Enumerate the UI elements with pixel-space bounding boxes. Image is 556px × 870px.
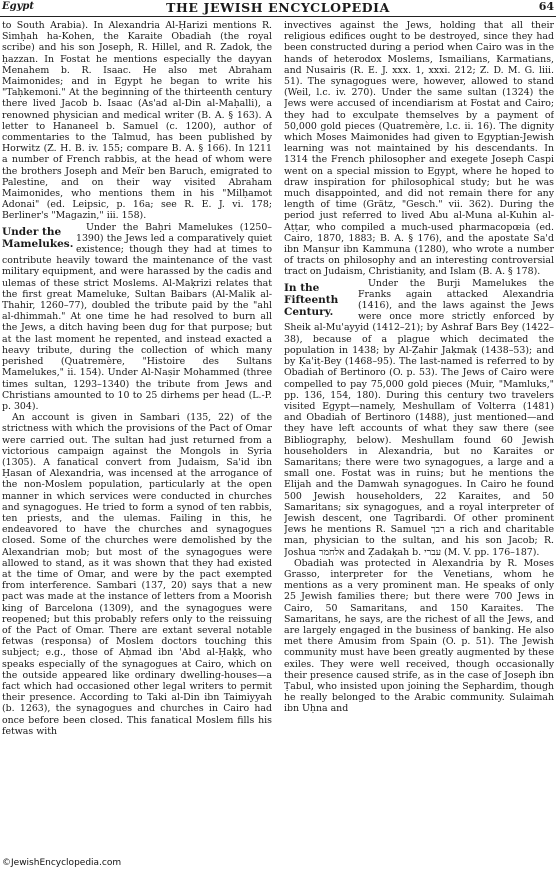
right-paragraph-3: Obadiah was protected in Alexandria by R. Moses Grasso, interpreter for the Venetians, whom he mentions as a very prominent man. He speaks of only 25 Jewish families there; but there were 700 Jews in Cairo, 50 Samaritans, and 150 Karaites. The Samaritans, he says, are the richest of all the Jews, and are largely engaged in the business of banking. He also met there Amusim from Spain (O. p. 51). The Jewish community must have been greatly augmented by these exiles. They were well received, though occasionally their presence caused strife, as in the case of Joseph ibn Ṭabul, who insisted upon joining the Sephardim, though he really belonged to the Arabic community. Sulaimah ibn Uḥna and (284, 557, 554, 715)
left-paragraph-2 (2, 222, 272, 412)
right-paragraph-2 (284, 278, 554, 558)
left-paragraph-3: An account is given in Sambari (135, 22) of the strictness with which the provisions of the Pact of Omar were carried out. The sultan had just returned from a victorious campaign against the Mongols in Syria (1305). A fanatical convert from Judaism, Sa'id ibn Ḥasan of Alexandria, was incensed at the arrogance of the non-Moslem population, particularly at the open manner in which services were conducted in churches and synagogues. He tried to form a synod of ten rabbis, ten priests, and the ulemas. Failing in this, he endeavored to have the churches and synagogues closed. Some of the churches were demolished by the Alexandrian mob; but most of the synagogues were allowed to stand, as it was shown that they had existed at the time of Omar, and were by the pact exempted from interference. Sambari (137, 20) says that a new pact was made at the instance of letters from a Moorish king of Barcelona (1309), and the synagogues were reopened; but this probably refers only to the reissuing of the Pact of Omar. There are extant several notable fetwas (responsa) of Moslem doctors touching this subject; e.g., those of Aḥmad ibn 'Abd al-Ḥaḳḳ, who speaks especially of the synagogues at Cairo, which on the outside appeared like ordinary dwelling-houses—a fact which had occasioned other legal writers to permit their presence. According to Taki al-Din ibn Taimiyyah (b. 1263), the synagogues and churches in Cairo had once before been closed. This fanatical Moslem fills his fetwas with (2, 412, 272, 737)
right-paragraph-1: invectives against the Jews, holding that all their religious edifices ought to be destroyed, since they had been constructed during a period when Cairo was in the hands of heterodox Moslems, Ismailians, Karmatians, and Nusairis (R. E. J. xxx. 1, xxxi. 212; Z. D. M. G. liii. 51). The synagogues were, however, allowed to stand (Weil, l.c. iv. 270). Under the same sultan (1324) the Jews were accused of incendiarism at Fostat and Cairo; they had to exculpate themselves by a payment of 50,000 gold pieces (Quatremère, l.c. ii. 16). The dignity which Moses Maimonides had given to Egyptian-Jewish learning was not maintained by his descendants. In 1314 the French philosopher and exegete Joseph Caspi went on a special mission to Egypt, where he hoped to draw inspiration for philosophical study; but he was much disappointed, and did not remain there for any length of time (Grätz, "Gesch." vii. 362). During the period just referred to lived Abu al-Muna al-Kuhin al-Aṭṭar, who compiled a much-used pharmacopœia (ed. Cairo, 1870, 1883; B. A. § 176), and the apostate Sa'd ibn Manṣur ibn Kammuna (1280), who wrote a number of tracts on philosophy and an interesting controversial tract on Judaism, Christianity, and Islam (B. A. § 178). (284, 20, 554, 278)
right-paragraph-2-text: Under the Burji Mamelukes the Franks again attacked Alexandria (1416), and the laws against the Jews were once more strictly enforced by Sheik al-Mu'ayyid (1412–21); by Ashraf Bars Bey (1422–38), because of a plague which decimated the population in 1438; by Al-Ẓahir Jaḳmaḳ (1438–53); and by Ḳa'iṭ-Bey (1468–95). The last-named is referred to by Obadiah of Bertinoro (O. p. 53). The Jews of Cairo were compelled to pay 75,000 gold pieces (Muir, "Mamluks," pp. 136, 154, 180). During this century two travelers visited Egypt—namely, Meshullam of Volterra (1481) and Obadiah of Bertinoro (1488), just mentioned—and they have left accounts of what they saw there (see Bibliography, below). Meshullam found 60 Jewish householders in Alexandria, but no Karaites or Samaritans; there were two synagogues, a large and a small one. Fostat was in ruins; but he mentions the Elijah and the Damwah synagogues. In Cairo he found 500 Jewish householders, 22 Karaites, and 50 Samaritans; six synagogues, and a royal interpreter of Jewish descent, one Tagribardi. Of other prominent Jews he mentions R. Samuel רבך a rich and charitable man, physician to the sultan, and his son Jacob; R. Joshua אלחמר and Ẓadaḳah b. עברי (M. V. pp. 176–187). (284, 277, 554, 558)
running-head-left: Egypt (2, 1, 35, 12)
left-paragraph-1: to South Arabia). In Alexandria Al-Ḥarizi mentions R. Simḥah ha-Kohen, the Karaite Obadiah (the royal scribe) and his son Joseph, R. Hillel, and R. Zadok, the ḥazzan. In Fostat he mentions especially the dayyan Menahem b. R. Isaac. He also met Abraham Maimonides; and in Egypt he began to write his "Taḥkemoni." At the beginning of the thirteenth century there lived Jacob b. Isaac (As'ad al-Din al-Maḥalli), a renowned physician and medical writer (B. A. § 163). A letter to Hananeel b. Samuel (c. 1200), author of commentaries to the Talmud, has been published by Horwitz (Z. H. B. iv. 155; compare B. A. § 166). In 1211 a number of French rabbis, at the head of whom were the brothers Joseph and Meïr ben Baruch, emigrated to Palestine, and on their way visited Abraham Maimonides, who mentions them in his "Milḥamot Adonai" (ed. Leipsic, p. 16a; see R. E. J. vi. 178; Berliner's "Magazin," iii. 158). (2, 20, 272, 222)
sidehead-mamelukes: Under the Mamelukes. (2, 225, 74, 250)
left-paragraph-2-text: Under the Baḥri Mamelukes (1250–1390) the Jews led a comparatively quiet existence; though they had at times to contribute heavily toward the maintenance of the vast military equipment, and were harassed by the cadis and ulemas of these strict Moslems. Al-Maḳrizi relates that the first great Mameluke, Sultan Baibars (Al-Malik al-Thahir, 1260–77), doubled the tribute paid by the "ahl al-dhimmah." At one time he had resolved to burn all the Jews, a ditch having been dug for that purpose; but at the last moment he repented, and instead exacted a heavy tribute, during the collection of which many perished (Quatremère, "Histoire des Sultans Mamelukes," ii. 154). Under Al-Naṣir Mohammed (three times sultan, 1293–1340) the tribute from Jews and Christians amounted to 10 to 25 dirhems per head (L.-P. p. 304). (2, 221, 272, 412)
right-column (284, 20, 554, 852)
encyclopedia-title: THE JEWISH ENCYCLOPEDIA (166, 0, 390, 15)
copyright-footer: ©JewishEncyclopedia.com (2, 858, 122, 868)
left-column (2, 20, 272, 852)
sidehead-fifteenth-century: In the Fifteenth Century. (284, 281, 339, 318)
page-number: 64 (538, 0, 554, 13)
page-header (0, 0, 556, 17)
